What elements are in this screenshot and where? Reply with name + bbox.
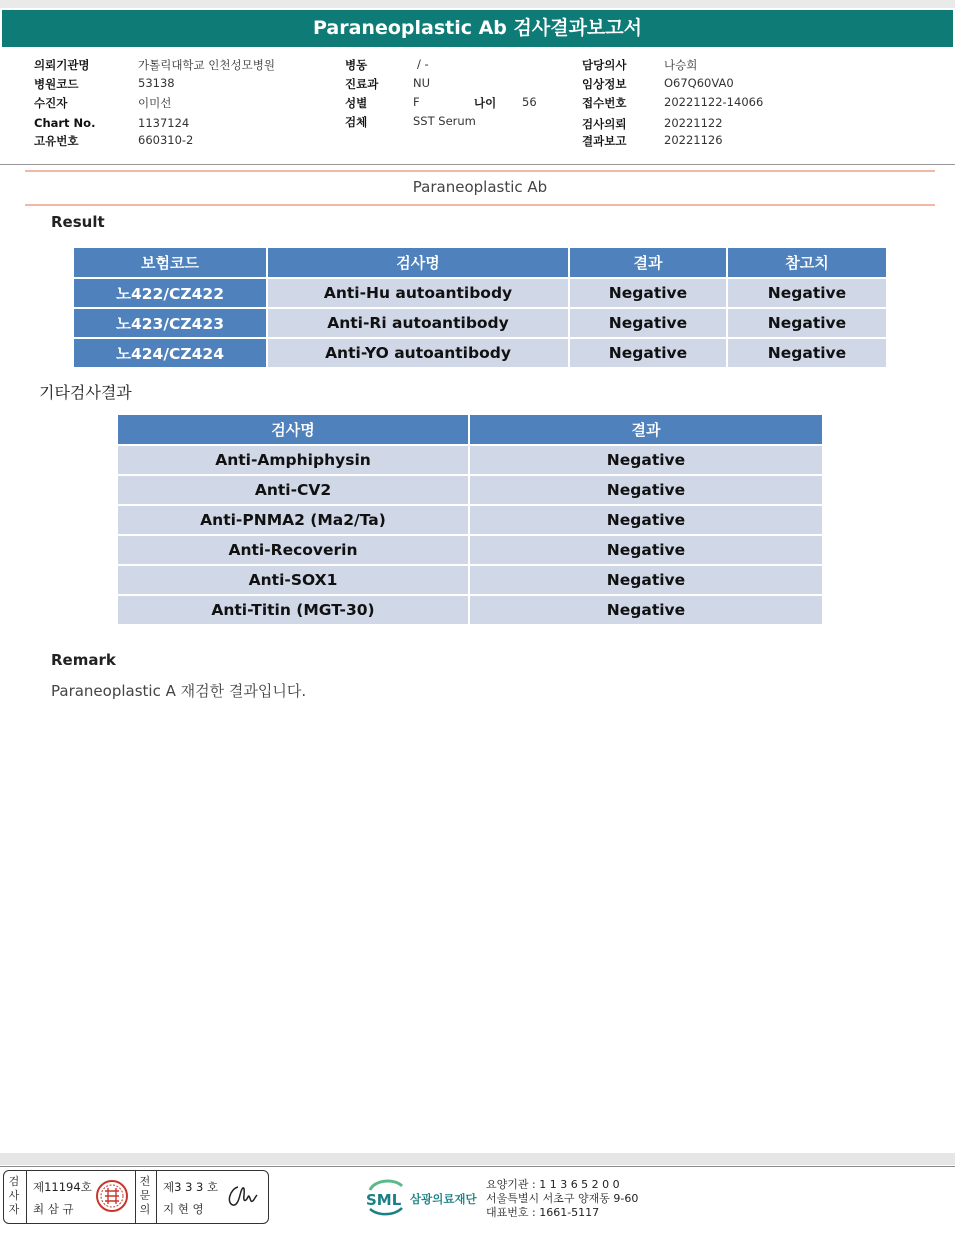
column-header-reference: 참고치 <box>727 247 887 278</box>
result-cell: Negative <box>569 278 727 308</box>
result-cell: Negative <box>469 565 823 595</box>
field-label-department: 진료과 <box>345 77 379 91</box>
test-name-cell: Anti-CV2 <box>117 475 469 505</box>
other-results-table <box>116 413 824 626</box>
field-label-receipt-no: 접수번호 <box>582 96 627 110</box>
divider <box>156 1171 157 1223</box>
field-label-unique-no: 고유번호 <box>34 134 79 148</box>
divider <box>26 1171 27 1223</box>
field-label-age: 나이 <box>474 96 497 110</box>
field-label-patient: 수진자 <box>34 96 68 110</box>
specialist-label: 전문의 <box>139 1175 151 1216</box>
result-cell: Negative <box>469 475 823 505</box>
column-header-test-name: 검사명 <box>117 414 469 445</box>
column-header-result: 결과 <box>569 247 727 278</box>
field-label-report-date: 결과보고 <box>582 134 627 148</box>
table-row <box>73 278 887 308</box>
field-value-hospital-code: 53138 <box>138 76 175 90</box>
field-label-sex: 성별 <box>345 96 368 110</box>
organization-name: 삼광의료재단 <box>410 1192 477 1206</box>
field-value-department: NU <box>413 76 431 90</box>
table-header-row <box>117 414 823 445</box>
field-value-institution: 가톨릭대학교 인천성모병원 <box>138 58 275 72</box>
divider <box>0 164 955 165</box>
report-title: Paraneoplastic Ab 검사결과보고서 <box>2 10 953 47</box>
signature-icon <box>224 1181 262 1213</box>
field-value-receipt-no: 20221122-14066 <box>664 95 764 109</box>
section-rule-top <box>25 170 935 172</box>
field-label-clinical-info: 임상정보 <box>582 77 627 91</box>
reference-cell: Negative <box>727 278 887 308</box>
table-row <box>117 595 823 625</box>
result-cell: Negative <box>469 505 823 535</box>
sml-logo-icon <box>364 1176 408 1216</box>
result-heading: Result <box>51 213 105 231</box>
test-name-cell: Anti-YO autoantibody <box>267 338 569 368</box>
field-label-physician: 담당의사 <box>582 58 627 72</box>
column-header-result: 결과 <box>469 414 823 445</box>
field-value-unique-no: 660310-2 <box>138 133 194 147</box>
remark-text: Paraneoplastic A 재검한 결과입니다. <box>51 682 307 700</box>
result-cell: Negative <box>569 338 727 368</box>
column-header-test-name: 검사명 <box>267 247 569 278</box>
field-label-request-date: 검사의뢰 <box>582 117 627 131</box>
result-table <box>72 246 888 369</box>
tester-label: 검사자 <box>8 1175 20 1216</box>
organization-phone: 대표번호 : 1661-5117 <box>486 1206 600 1219</box>
test-name-cell: Anti-Ri autoantibody <box>267 308 569 338</box>
other-results-heading: 기타검사결과 <box>39 383 132 402</box>
field-label-chart-no: Chart No. <box>34 116 96 130</box>
signature-box <box>3 1170 269 1224</box>
field-value-physician: 나승희 <box>664 58 698 72</box>
insurance-code-cell: 노423/CZ423 <box>73 308 267 338</box>
field-value-report-date: 20221126 <box>664 133 723 147</box>
column-header-insurance-code: 보험코드 <box>73 247 267 278</box>
specialist-name: 지 현 영 <box>163 1202 204 1216</box>
organization-address: 서울특별시 서초구 양재동 9-60 <box>486 1192 639 1205</box>
test-name-cell: Anti-Amphiphysin <box>117 445 469 475</box>
insurance-code-cell: 노424/CZ424 <box>73 338 267 368</box>
tester-name: 최 삼 규 <box>33 1202 74 1216</box>
test-name-cell: Anti-Hu autoantibody <box>267 278 569 308</box>
table-row <box>117 565 823 595</box>
field-value-request-date: 20221122 <box>664 116 723 130</box>
table-row <box>117 535 823 565</box>
footer-strip <box>0 1153 955 1165</box>
patient-info <box>0 52 955 164</box>
test-name-cell: Anti-PNMA2 (Ma2/Ta) <box>117 505 469 535</box>
organization-code: 요양기관 : 1 1 3 6 5 2 0 0 <box>486 1178 620 1191</box>
field-label-ward: 병동 <box>345 58 368 72</box>
field-value-specimen: SST Serum <box>413 114 476 128</box>
table-row <box>117 475 823 505</box>
table-row <box>73 338 887 368</box>
table-row <box>117 445 823 475</box>
field-value-ward: / - <box>417 57 429 71</box>
field-value-chart-no: 1137124 <box>138 116 190 130</box>
field-label-hospital-code: 병원코드 <box>34 77 79 91</box>
section-rule-bottom <box>25 204 935 206</box>
field-value-age: 56 <box>522 95 537 109</box>
table-header-row <box>73 247 887 278</box>
field-value-sex: F <box>413 95 420 109</box>
result-cell: Negative <box>469 445 823 475</box>
logo-text: SML <box>366 1191 402 1209</box>
field-label-institution: 의뢰기관명 <box>34 58 90 72</box>
test-name-cell: Anti-SOX1 <box>117 565 469 595</box>
reference-cell: Negative <box>727 308 887 338</box>
insurance-code-cell: 노422/CZ422 <box>73 278 267 308</box>
field-label-specimen: 검체 <box>345 115 368 129</box>
tester-number: 제11194호 <box>33 1180 92 1194</box>
organization-info <box>486 1178 638 1220</box>
result-cell: Negative <box>469 595 823 625</box>
section-title: Paraneoplastic Ab <box>412 178 548 196</box>
field-value-patient: 이미선 <box>138 96 172 110</box>
test-name-cell: Anti-Recoverin <box>117 535 469 565</box>
table-row <box>117 505 823 535</box>
specialist-number: 제3 3 3 호 <box>163 1180 219 1194</box>
field-value-clinical-info: O67Q60VA0 <box>664 76 734 90</box>
seal-icon <box>95 1179 129 1213</box>
table-row <box>73 308 887 338</box>
footer-divider <box>0 1166 955 1167</box>
divider <box>135 1171 136 1223</box>
result-cell: Negative <box>469 535 823 565</box>
result-cell: Negative <box>569 308 727 338</box>
reference-cell: Negative <box>727 338 887 368</box>
test-name-cell: Anti-Titin (MGT-30) <box>117 595 469 625</box>
top-strip <box>0 0 955 8</box>
remark-heading: Remark <box>51 651 116 669</box>
